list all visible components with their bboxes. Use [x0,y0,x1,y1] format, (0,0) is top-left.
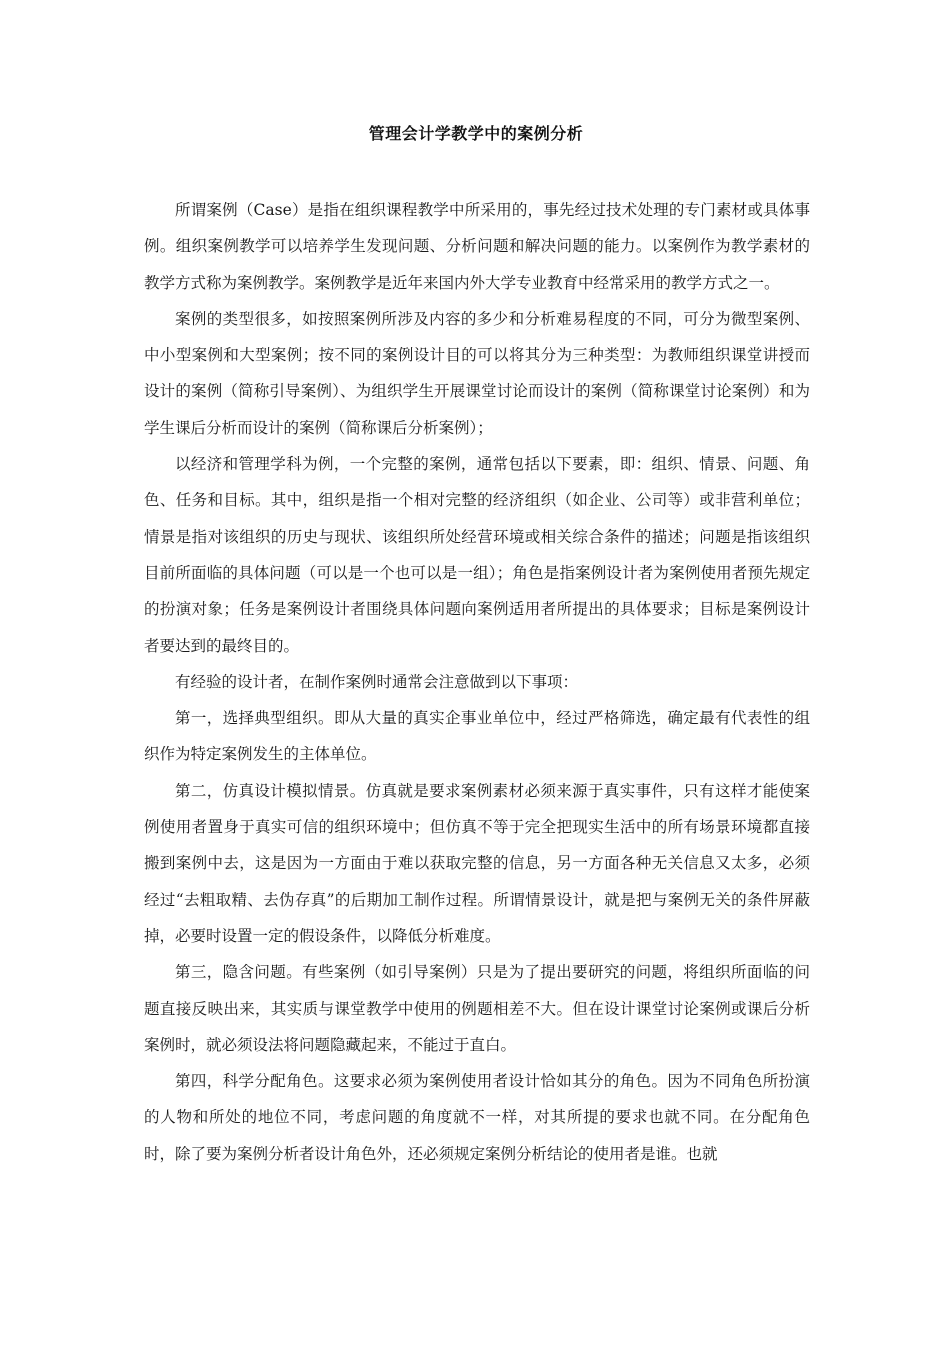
paragraph-definition: 所谓案例（Case）是指在组织课程教学中所采用的，事先经过技术处理的专门素材或具体事例。组织案例教学可以培养学生发现问题、分析问题和解决问题的能力。以案例作为教学素材的教学方式称为案例教学。案例教学是近年来国内外大学专业教育中经常采用的教学方式之一。 [144,201,810,292]
paragraph-third-point: 第三，隐含问题。有些案例（如引导案例）只是为了提出要研究的问题，将组织所面临的问题直接反映出来，其实质与课堂教学中使用的例题相差不大。但在设计课堂讨论案例或课后分析案例时，就必须设法将问题隐藏起来，不能过于直白。 [144,963,810,1054]
paragraph-fourth-point: 第四，科学分配角色。这要求必须为案例使用者设计恰如其分的角色。因为不同角色所扮演的人物和所处的地位不同，考虑问题的角度就不一样，对其所提的要求也就不同。在分配角色时，除了要为案例分析者设计角色外，还必须规定案例分析结论的使用者是谁。也就 [144,1072,810,1163]
paragraph-design-considerations: 有经验的设计者，在制作案例时通常会注意做到以下事项： [175,672,579,691]
paragraph-case-types: 案例的类型很多，如按照案例所涉及内容的多少和分析难易程度的不同，可分为微型案例、中小型案例和大型案例；按不同的案例设计目的可以将其分为三种类型：为教师组织课堂讲授而设计的案例（简称引导案例）、为组织学生开展课堂讨论而设计的案例（简称课堂讨论案例）和为学生课后分析而设计的案例（简称课后分析案例）； [144,309,810,437]
paragraph-first-point: 第一，选择典型组织。即从大量的真实企事业单位中，经过严格筛选，确定最有代表性的组织作为特定案例发生的主体单位。 [144,709,810,764]
paragraph-case-elements: 以经济和管理学科为例，一个完整的案例，通常包括以下要素，即：组织、情景、问题、角色、任务和目标。其中，组织是指一个相对完整的经济组织（如企业、公司等）或非营利单位；情景是指对该组织的历史与现状、该组织所处经营环境或相关综合条件的描述；问题是指该组织目前所面临的具体问题（可以是一个也可以是一组）；角色是指案例设计者为案例使用者预先规定的扮演对象；任务是案例设计者围绕具体问题向案例适用者所提出的具体要求；目标是案例设计者要达到的最终目的。 [144,455,810,655]
document-title: 管理会计学教学中的案例分析 [368,124,584,143]
document-body [144,192,810,1172]
paragraph-second-point: 第二，仿真设计模拟情景。仿真就是要求案例素材必须来源于真实事件，只有这样才能使案例使用者置身于真实可信的组织环境中；但仿真不等于完全把现实生活中的所有场景环境都直接搬到案例中去，这是因为一方面由于难以获取完整的信息，另一方面各种无关信息又太多，必须经过“去粗取精、去伪存真”的后期加工制作过程。所谓情景设计，就是把与案例无关的条件屏蔽掉，必要时设置一定的假设条件，以降低分析难度。 [144,781,810,945]
